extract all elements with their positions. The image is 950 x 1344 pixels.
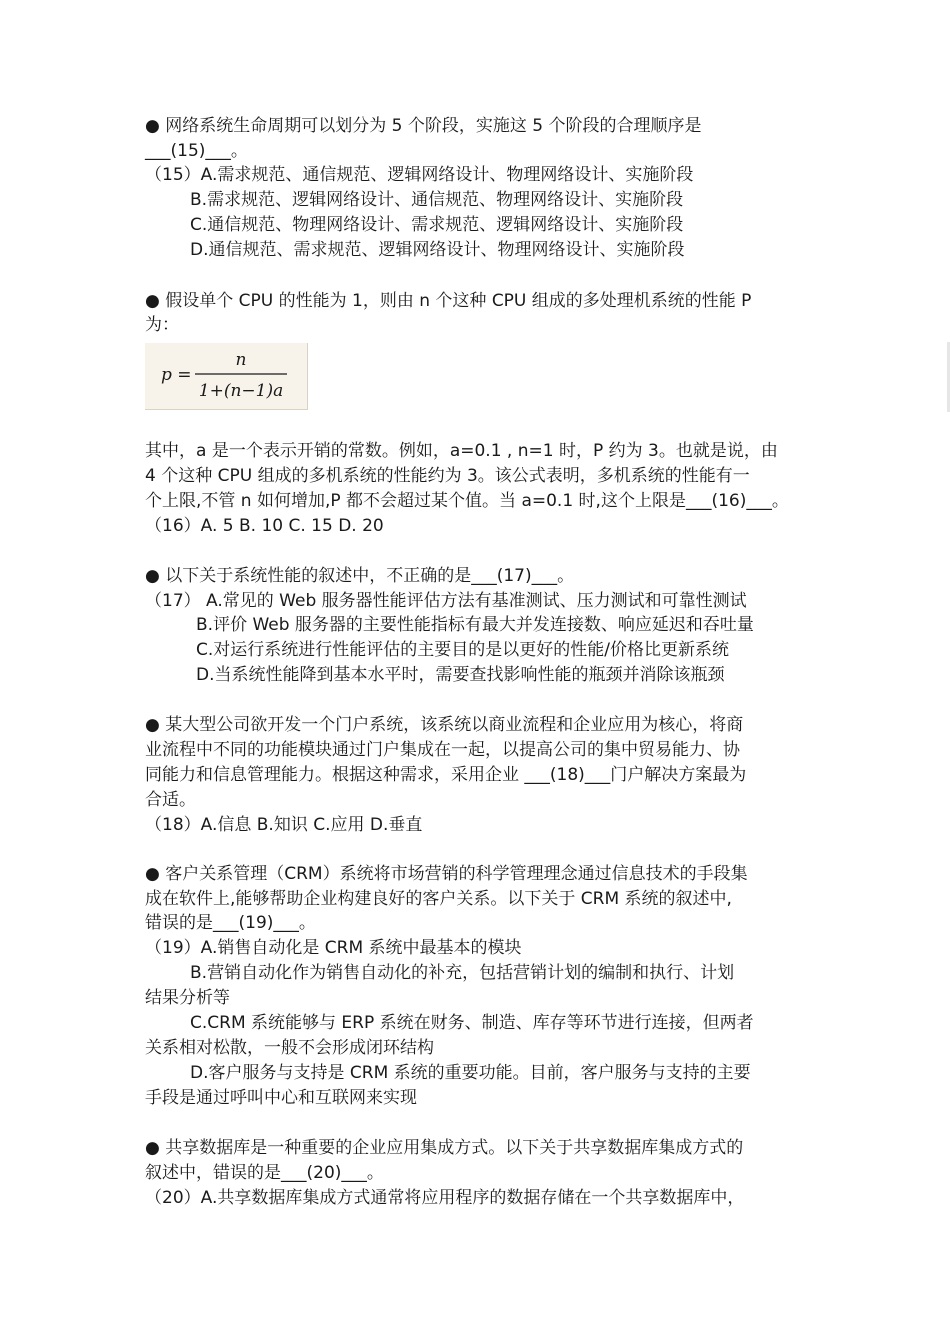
- q19-option-b-line1: B.营销自动化作为销售自动化的补充，包括营销计划的编制和执行、计划: [190, 963, 735, 983]
- formula-numerator: n: [235, 350, 247, 370]
- q17-option-c: C.对运行系统进行性能评估的主要目的是以更好的性能/价格比更新系统: [196, 640, 730, 660]
- formula-image: [145, 343, 308, 410]
- q17-option-b: B.评价 Web 服务器的主要性能指标有最大并发连接数、响应延迟和吞吐量: [196, 615, 754, 635]
- q17-stem: ● 以下关于系统性能的叙述中，不正确的是___(17)___。: [145, 566, 575, 586]
- q15-option-b: B.需求规范、逻辑网络设计、通信规范、物理网络设计、实施阶段: [190, 190, 684, 210]
- q19-stem-line3: 错误的是___(19)___。: [145, 913, 316, 933]
- q17-option-a: （17） A.常见的 Web 服务器性能评估方法有基准测试、压力测试和可靠性测试: [145, 591, 747, 611]
- q16-text-line3: 个上限,不管 n 如何增加,P 都不会超过某个值。当 a=0.1 时,这个上限是___(16)___。: [145, 491, 789, 511]
- q18-stem-line3: 同能力和信息管理能力。根据这种需求，采用企业 ___(18)___门户解决方案最为: [145, 765, 747, 785]
- q19-option-c-line1: C.CRM 系统能够与 ERP 系统在财务、制造、库存等环节进行连接，但两者: [190, 1013, 754, 1033]
- formula-denominator: 1+(n−1)a: [198, 381, 284, 401]
- q19-option-a: （19）A.销售自动化是 CRM 系统中最基本的模块: [145, 938, 522, 958]
- q15-stem-line1: ● 网络系统生命周期可以划分为 5 个阶段，实施这 5 个阶段的合理顺序是: [145, 116, 702, 136]
- q16-stem-line1: ● 假设单个 CPU 的性能为 1，则由 n 个这种 CPU 组成的多处理机系统的性能 P: [145, 291, 752, 311]
- q19-stem-line2: 成在软件上,能够帮助企业构建良好的客户关系。以下关于 CRM 系统的叙述中,: [145, 889, 732, 909]
- q19-stem-line1: ● 客户关系管理（CRM）系统将市场营销的科学管理理念通过信息技术的手段集: [145, 864, 748, 884]
- q20-option-a: （20）A.共享数据库集成方式通常将应用程序的数据存储在一个共享数据库中，: [145, 1188, 745, 1208]
- q15-option-a: （15）A.需求规范、通信规范、逻辑网络设计、物理网络设计、实施阶段: [145, 165, 694, 185]
- q15-stem-line2: ___(15)___。: [145, 141, 248, 161]
- q18-stem-line4: 合适。: [145, 790, 196, 810]
- q16-text-line2: 4 个这种 CPU 组成的多机系统的性能约为 3。该公式表明，多机系统的性能有一: [145, 466, 750, 486]
- formula-svg: [145, 343, 307, 409]
- q16-stem-line2: 为：: [145, 315, 179, 335]
- q19-option-d-line2: 手段是通过呼叫中心和互联网来实现: [145, 1088, 417, 1108]
- q19-option-c-line2: 关系相对松散，一般不会形成闭环结构: [145, 1038, 434, 1058]
- q18-stem-line2: 业流程中不同的功能模块通过门户集成在一起，以提高公司的集中贸易能力、协: [145, 740, 740, 760]
- q20-stem-line2: 叙述中，错误的是___(20)___。: [145, 1163, 384, 1183]
- q19-option-b-line2: 结果分析等: [145, 988, 230, 1008]
- q19-option-d-line1: D.客户服务与支持是 CRM 系统的重要功能。目前，客户服务与支持的主要: [190, 1063, 751, 1083]
- q16-options: （16）A. 5 B. 10 C. 15 D. 20: [145, 516, 384, 536]
- q16-text-line1: 其中，a 是一个表示开销的常数。例如，a=0.1 , n=1 时，P 约为 3。也就是说，由: [145, 441, 778, 461]
- q20-stem-line1: ● 共享数据库是一种重要的企业应用集成方式。以下关于共享数据库集成方式的: [145, 1138, 744, 1158]
- formula-lhs: p =: [161, 365, 192, 385]
- q18-options: （18）A.信息 B.知识 C.应用 D.垂直: [145, 815, 423, 835]
- q15-option-d: D.通信规范、需求规范、逻辑网络设计、物理网络设计、实施阶段: [190, 240, 685, 260]
- q18-stem-line1: ● 某大型公司欲开发一个门户系统，该系统以商业流程和企业应用为核心，将商: [145, 715, 744, 735]
- q17-option-d: D.当系统性能降到基本水平时，需要查找影响性能的瓶颈并消除该瓶颈: [196, 665, 725, 685]
- q15-option-c: C.通信规范、物理网络设计、需求规范、逻辑网络设计、实施阶段: [190, 215, 684, 235]
